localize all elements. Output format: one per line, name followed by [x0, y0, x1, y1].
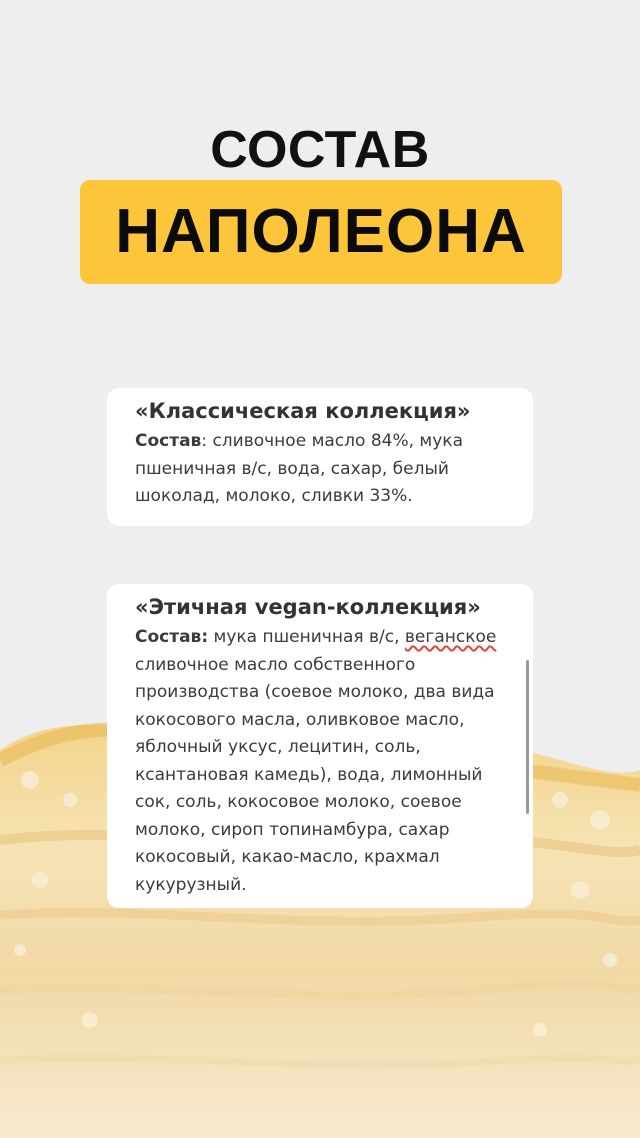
- composition-text: : сливочное масло 84%, мука пшеничная в/с, вода, сахар, белый шоколад, молоко, сливки 33%.: [135, 431, 463, 506]
- vegan-collection-card: [107, 584, 533, 908]
- composition-text-rest: сливочное масло собственного производства (соевое молоко, два вида кокосового масла, оливковое масло, яблочный уксус, лецитин, соль, ксантановая камедь), вода, лимонный сок, соль, кокосовое молоко, соевое молоко, сироп топинамбура, сахар кокосовый, какао-масло, крахмал кукурузный.: [135, 654, 495, 895]
- title-line-2: НАПОЛЕОНА: [115, 197, 527, 266]
- text-scrollbar[interactable]: [526, 660, 529, 814]
- classic-collection-card: [107, 388, 533, 526]
- composition-label: Состав: [135, 431, 202, 451]
- composition-label: Состав:: [135, 627, 209, 647]
- card-body: [135, 624, 505, 899]
- composition-text-start: мука пшеничная в/с,: [208, 627, 405, 647]
- title-highlight-box: [80, 180, 562, 284]
- title-line-1: СОСТАВ: [210, 121, 430, 179]
- spellcheck-flagged-word[interactable]: веганское: [404, 627, 497, 647]
- card-title: «Классическая коллекция»: [135, 399, 471, 423]
- card-body: [135, 428, 505, 511]
- card-title: «Этичная vegan-коллекция»: [135, 595, 481, 619]
